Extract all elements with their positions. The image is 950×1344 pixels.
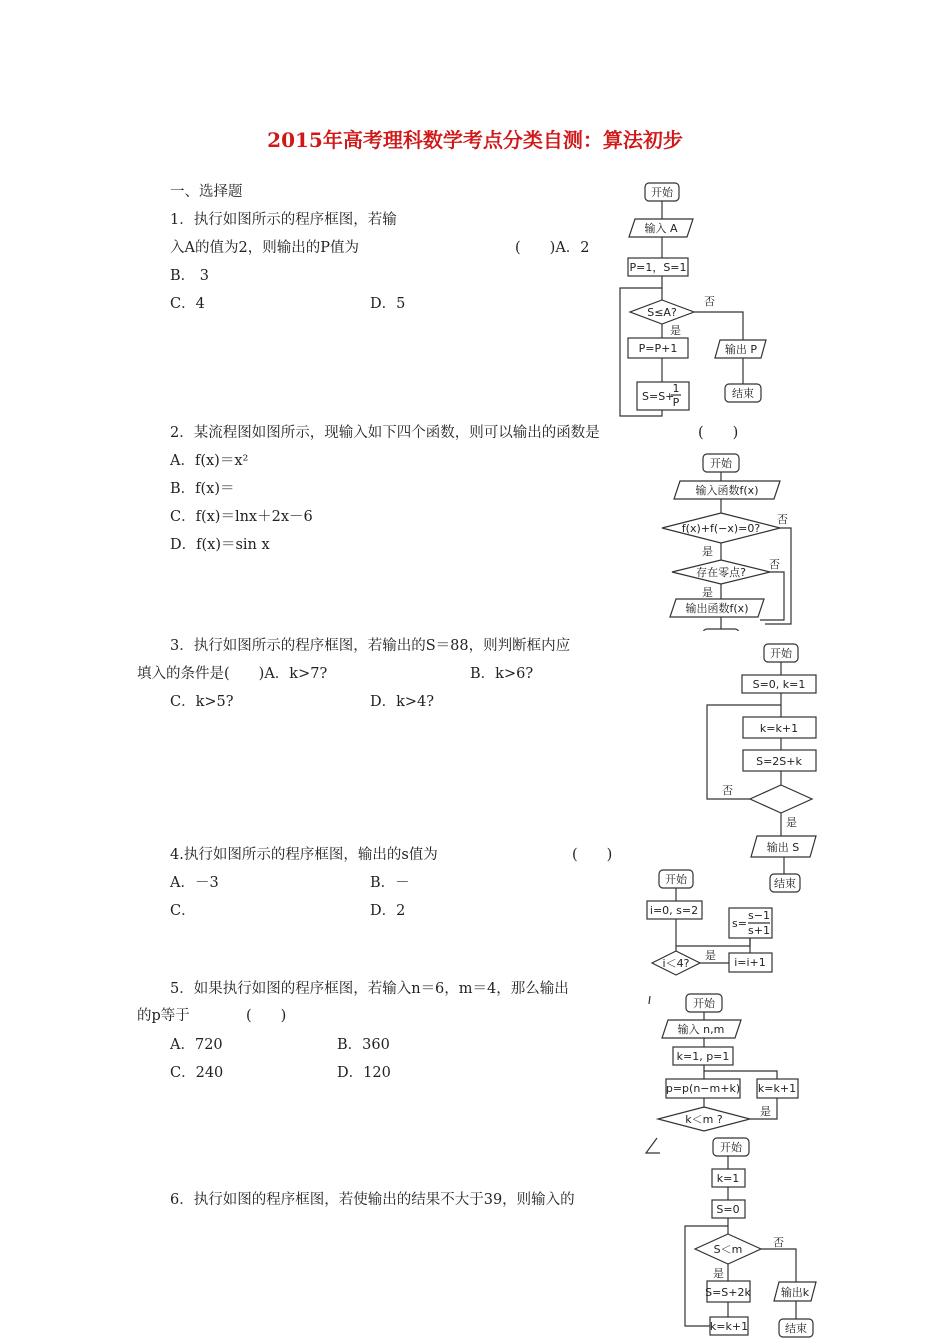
fc6-start: 开始 xyxy=(720,1141,742,1154)
q2-option-d: D．f(x)＝sin x xyxy=(170,537,270,553)
fc6-output: 输出k xyxy=(780,1286,810,1299)
fc6-init1: k=1 xyxy=(716,1172,740,1185)
fc5-step: p=p(n−m+k) xyxy=(665,1082,741,1095)
q4-option-b: B．－ xyxy=(370,875,410,891)
q5-option-b: B．360 xyxy=(337,1037,390,1053)
q3-option-b: B．k>6? xyxy=(470,666,534,682)
fc4-yes: 是 xyxy=(705,949,716,962)
q1-option-d: D．5 xyxy=(370,296,406,312)
fc3-output: 输出 S xyxy=(766,841,800,854)
fc4-init: i=0, s=2 xyxy=(649,904,699,917)
fc3-end: 结束 xyxy=(774,877,796,890)
q4-stem: 4.执行如图所示的程序框图，输出的s值为 xyxy=(170,847,438,863)
fc4-s-lhs: s= xyxy=(732,917,747,930)
flowchart-2 xyxy=(650,448,810,638)
q4-option-d: D．2 xyxy=(370,903,406,919)
fc3-no: 否 xyxy=(722,784,733,797)
fc2-yes2: 是 xyxy=(702,586,713,599)
fc4-cond: i＜4? xyxy=(662,957,690,970)
fc5-cond: k＜m ? xyxy=(685,1113,723,1126)
q5-paren: ( ) xyxy=(246,1008,287,1024)
fc1-yes: 是 xyxy=(670,324,681,337)
q5-option-c: C．240 xyxy=(170,1065,224,1081)
q2-paren: ( ) xyxy=(698,425,739,441)
q6-stem: 6．执行如图的程序框图，若使输出的结果不大于39，则输入的 xyxy=(170,1192,575,1208)
q3-option-d: D．k>4? xyxy=(370,694,435,710)
flowchart-5 xyxy=(640,990,810,1130)
fc6-yes: 是 xyxy=(713,1267,724,1280)
fc1-step1: P=P+1 xyxy=(638,342,678,355)
q4-paren: ( ) xyxy=(572,847,613,863)
fc3-yes: 是 xyxy=(786,816,797,829)
q5-option-a: A．720 xyxy=(170,1037,223,1053)
q1-line1: 1．执行如图所示的程序框图，若输 xyxy=(170,212,397,228)
q2-option-b: B．f(x)＝ xyxy=(170,481,235,497)
q3-line1: 3．执行如图所示的程序框图，若输出的S＝88，则判断框内应 xyxy=(170,638,571,654)
fc1-cond: S≤A? xyxy=(647,306,677,319)
q5-line2: 的p等于 xyxy=(137,1008,190,1024)
fc4-frac-den: s+1 xyxy=(748,924,770,937)
fc2-no1: 否 xyxy=(777,513,788,526)
flowchart-6 xyxy=(660,1133,825,1344)
fc1-output: 输出 P xyxy=(724,343,758,356)
fc4-frac-num: s−1 xyxy=(748,909,770,922)
fc6-step2: k=k+1 xyxy=(709,1320,749,1333)
fc2-start: 开始 xyxy=(710,457,732,470)
fc1-frac-den: P xyxy=(672,396,680,409)
fc3-init: S=0, k=1 xyxy=(752,678,806,691)
section-heading: 一、选择题 xyxy=(170,184,243,200)
fc2-cond1: f(x)+f(−x)=0? xyxy=(681,522,761,535)
fc3-step1: k=k+1 xyxy=(759,722,799,735)
fc6-init2: S=0 xyxy=(716,1203,740,1216)
page-title: 2015年高考理科数学考点分类自测：算法初步 xyxy=(267,128,683,152)
fc2-no2: 否 xyxy=(769,558,780,571)
fc6-step1: S=S+2k xyxy=(705,1286,751,1299)
q5-line1: 5．如果执行如图的程序框图，若输入n＝6，m＝4，那么输出 xyxy=(170,981,569,997)
q1-paren: ( )A．2 xyxy=(515,240,590,256)
fc1-no: 否 xyxy=(704,295,715,308)
q1-line2: 入A的值为2，则输出的P值为 xyxy=(170,240,359,256)
fc1-frac-num: 1 xyxy=(672,382,680,395)
q4-option-c: C． xyxy=(170,903,196,919)
q5-option-d: D．120 xyxy=(337,1065,391,1081)
fc4-start: 开始 xyxy=(665,873,687,886)
q1-option-c: C．4 xyxy=(170,296,205,312)
fc2-input: 输入函数f(x) xyxy=(695,484,759,497)
flowchart-1 xyxy=(600,178,800,418)
fc1-start: 开始 xyxy=(651,186,673,199)
fc5-input: 输入 n,m xyxy=(677,1023,725,1036)
fc5-init: k=1, p=1 xyxy=(676,1050,730,1063)
fc1-step2: S=S+ xyxy=(642,390,675,403)
fc4-step: i=i+1 xyxy=(734,956,766,969)
q4-option-a: A．－3 xyxy=(170,875,219,891)
fc2-output: 输出函数f(x) xyxy=(685,602,749,615)
flowchart-3 xyxy=(700,638,830,894)
fc2-yes1: 是 xyxy=(702,545,713,558)
q1-option-b: B． 3 xyxy=(170,268,209,284)
fc1-input: 输入 A xyxy=(644,222,678,235)
flowchart-4 xyxy=(640,864,790,979)
fc5-inc: k=k+1 xyxy=(757,1082,797,1095)
fc5-yes: 是 xyxy=(760,1105,771,1118)
q2-stem: 2．某流程图如图所示，现输入如下四个函数，则可以输出的函数是 xyxy=(170,425,600,441)
fc1-end: 结束 xyxy=(732,387,754,400)
fc6-no: 否 xyxy=(773,1236,784,1249)
q3-option-c: C．k>5? xyxy=(170,694,234,710)
fc3-step2: S=2S+k xyxy=(756,755,802,768)
q3-line2: 填入的条件是( )A．k>7? xyxy=(137,666,328,682)
fc1-init: P=1，S=1 xyxy=(629,261,687,274)
fc6-cond: S＜m xyxy=(713,1243,743,1256)
q2-option-c: C．f(x)＝lnx＋2x－6 xyxy=(170,509,313,525)
fc6-end: 结束 xyxy=(785,1322,807,1335)
fc3-start: 开始 xyxy=(770,647,792,660)
fc5-start: 开始 xyxy=(693,997,715,1010)
q2-option-a: A．f(x)＝x² xyxy=(170,453,249,469)
stray-marks xyxy=(640,990,660,1160)
fc2-cond2: 存在零点? xyxy=(696,566,746,579)
